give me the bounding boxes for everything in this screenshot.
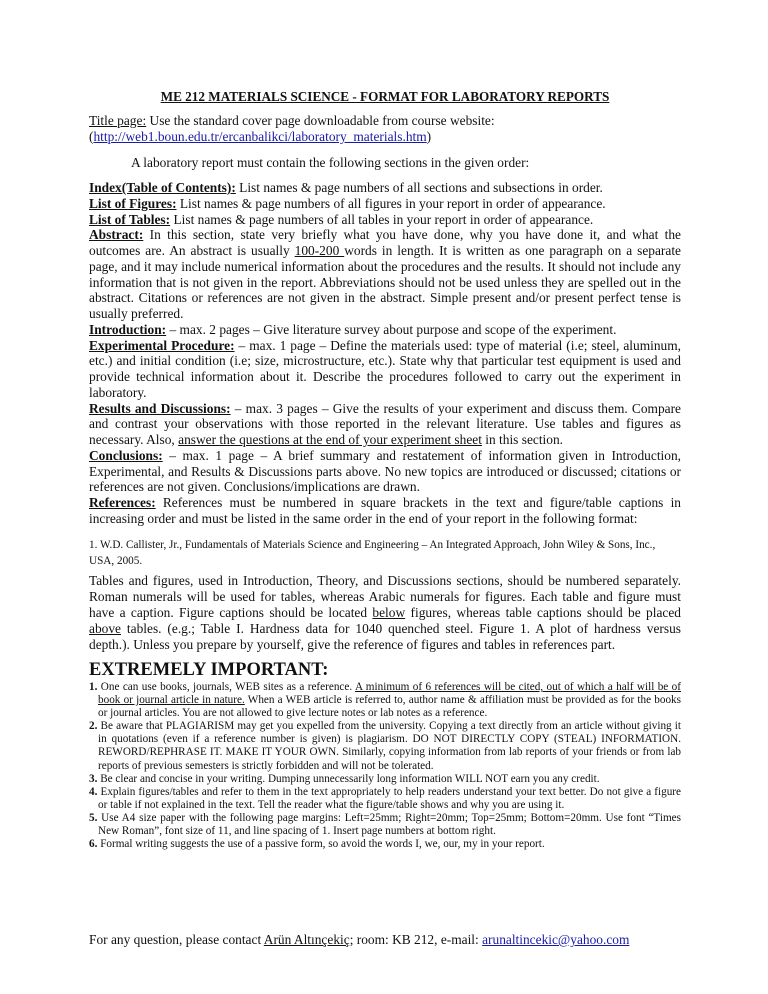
reference-example: 1. W.D. Callister, Jr., Fundamentals of Materials Science and Engineering – An Integrated Approach, John Wiley & Sons, Inc., USA, 2005.	[89, 539, 656, 567]
item-text: Use A4 size paper with the following page margins: Left=25mm; Right=20mm; Top=25mm; Bottom=20mm. Use font “Times New Roman”, font size of 11, and line spacing of 1. Insert page numbers at bottom right.	[97, 811, 681, 838]
item-number: 5.	[89, 811, 98, 824]
item-text: When a WEB article is referred to, author name & affiliation must be provided as for the books or journal articles. You are not allowed to give lecture notes or lab notes as a reference.	[98, 694, 681, 720]
item-text: Explain figures/tables and refer to them in the text appropriately to help readers understand your text better. Do not give a figure or table if not explained in the text. Tell the reader what the figure/table shows and why you are using it.	[97, 785, 681, 811]
item-text: Be aware that PLAGIARISM may get you expelled from the university. Copying a text directly from an article without giving it in quotations (even if a reference number is given) is plagiarism. DO NOT DIRECTLY COPY (STEAL) INFORMATION. REWORD/REPHRASE IT. MAKE IT YOUR OWN. Similarly, copying information from lab reports of your friends or from lab reports of previous semesters is strictly forbidden and will not be tolerated.	[97, 720, 681, 772]
item-text: One can use books, journals, WEB sites as a reference.	[97, 681, 355, 693]
paren-open: (	[89, 129, 94, 144]
section-label: List of Tables:	[89, 211, 171, 227]
item-number: 1.	[89, 681, 98, 693]
below-word: below	[372, 605, 406, 620]
item-text: Formal writing suggests the use of a passive form, so avoid the words I, we, our, my in your report.	[97, 838, 545, 851]
intro-sentence: A laboratory report must contain the following sections in the given order:	[131, 155, 530, 170]
tables-figures-paragraph	[89, 573, 681, 653]
above-word: above	[89, 621, 121, 636]
section-abstract	[89, 227, 681, 322]
section-label: Experimental Procedure:	[89, 337, 235, 353]
important-heading: EXTREMELY IMPORTANT:	[89, 660, 329, 680]
word-range: 100-200	[294, 243, 345, 258]
section-text: List names & page numbers of all sections and subsections in order.	[235, 180, 603, 195]
contact-name: Arün Altınçekiç	[263, 932, 350, 947]
item-number: 4.	[89, 785, 98, 798]
section-list-of-tables	[89, 212, 681, 228]
section-text: References must be numbered in square brackets in the text and figure/table captions in increasing order and must be listed in the same order in the end of your report in the following format:	[89, 495, 681, 526]
minimum-references-note: A minimum of 6 references will be cited, out of which a half will be of book or journal article in nature.	[98, 681, 682, 707]
section-text: – max. 1 page – Define the materials used: type of material (i.e; steel, aluminum, etc.) and initial condition (i.e; size, microstructure, etc.). State why that particular test equipment is used and provide technical information about it. Describe the procedures followed to carry out the experiment in laboratory.	[89, 337, 681, 400]
list-item	[89, 773, 681, 786]
document-title: ME 212 MATERIALS SCIENCE - FORMAT FOR LABORATORY REPORTS	[160, 89, 610, 104]
section-text: List names & page numbers of all figures in your report in order of appearance.	[176, 195, 606, 211]
section-text: – max. 1 page – A brief summary and restatement of information given in Introduction, Experimental, and Results & Discussions parts above. No new topics are introduced or discussed; citations or references are not given. Conclusions/implications are drawn.	[89, 447, 681, 495]
list-item	[89, 786, 681, 812]
section-label: References:	[89, 495, 156, 510]
section-label: Abstract:	[89, 227, 144, 243]
section-label: Index(Table of Contents):	[89, 180, 236, 195]
section-list-of-figures	[89, 196, 681, 212]
section-experimental-procedure	[89, 338, 681, 401]
section-references	[89, 495, 681, 527]
section-text: – max. 3 pages – Give the results of your experiment and discuss them. Compare and contrast your observations with those reported in the relevant literature. Use tables and figures as necessary. Also,	[89, 400, 681, 447]
section-text: List names & page numbers of all tables in your report in order of appearance.	[170, 211, 594, 227]
paragraph-text: tables. (e.g.; Table I. Hardness data for 1040 quenched steel. Figure 1. A plot of hardness versus depth.). Unless you prepare by yourself, give the reference of figures and tables in references part.	[89, 621, 681, 652]
list-item	[89, 681, 681, 720]
section-text: – max. 2 pages – Give literature survey about purpose and scope of the experiment.	[166, 321, 617, 337]
section-label: Conclusions:	[89, 447, 163, 463]
contact-text: ; room: KB 212, e-mail:	[349, 932, 483, 947]
section-label: List of Figures:	[89, 195, 177, 211]
contact-line	[89, 932, 681, 948]
item-number: 6.	[89, 838, 98, 851]
list-item	[89, 838, 681, 851]
important-list	[89, 681, 681, 851]
course-website-link[interactable]: http://web1.boun.edu.tr/ercanbalikci/laboratory_materials.htm	[93, 129, 427, 144]
section-index	[89, 180, 681, 196]
paren-close: )	[426, 129, 432, 144]
section-label: Results and Discussions:	[89, 400, 231, 416]
title-page-text: Use the standard cover page downloadable from course website:	[146, 113, 495, 128]
paragraph-text: Tables and figures, used in Introduction, Theory, and Discussions sections, should be numbered separately. Roman numerals will be used for tables, whereas Arabic numerals for figures. Each table and figure must have a caption. Figure captions should be located	[89, 573, 681, 620]
section-list	[89, 180, 681, 527]
section-conclusions	[89, 448, 681, 495]
section-text: words in length. It is written as one paragraph on a separate page, and it may include numerical information about the procedures and the results. It should not include any information that is not given in the report. Abbreviations should not be used unless they are spelled out in the abstract. Citations or references are not given in the abstract. Simple present and/or present perfect tense is usually preferred.	[89, 243, 681, 321]
list-item	[89, 720, 681, 772]
title-page-label: Title page:	[89, 113, 147, 128]
item-number: 3.	[89, 772, 98, 785]
section-text: In this section, state very briefly what you have done, why you have done it, and what the outcomes are. An abstract is usually	[89, 227, 681, 258]
list-item	[89, 812, 681, 838]
paragraph-text: figures, whereas table captions should be placed	[405, 605, 681, 620]
contact-text: For any question, please contact	[89, 932, 264, 947]
section-introduction	[89, 322, 681, 338]
item-text: Be clear and concise in your writing. Dumping unnecessarily long information WILL NOT earn you any credit.	[97, 772, 600, 785]
email-link[interactable]: arunaltincekic@yahoo.com	[482, 932, 630, 947]
section-results	[89, 401, 681, 448]
answer-questions-note: answer the questions at the end of your experiment sheet	[178, 432, 482, 447]
section-label: Introduction:	[89, 321, 167, 337]
section-text: in this section.	[481, 432, 564, 447]
item-number: 2.	[89, 720, 98, 733]
title-page-instruction	[89, 113, 681, 145]
